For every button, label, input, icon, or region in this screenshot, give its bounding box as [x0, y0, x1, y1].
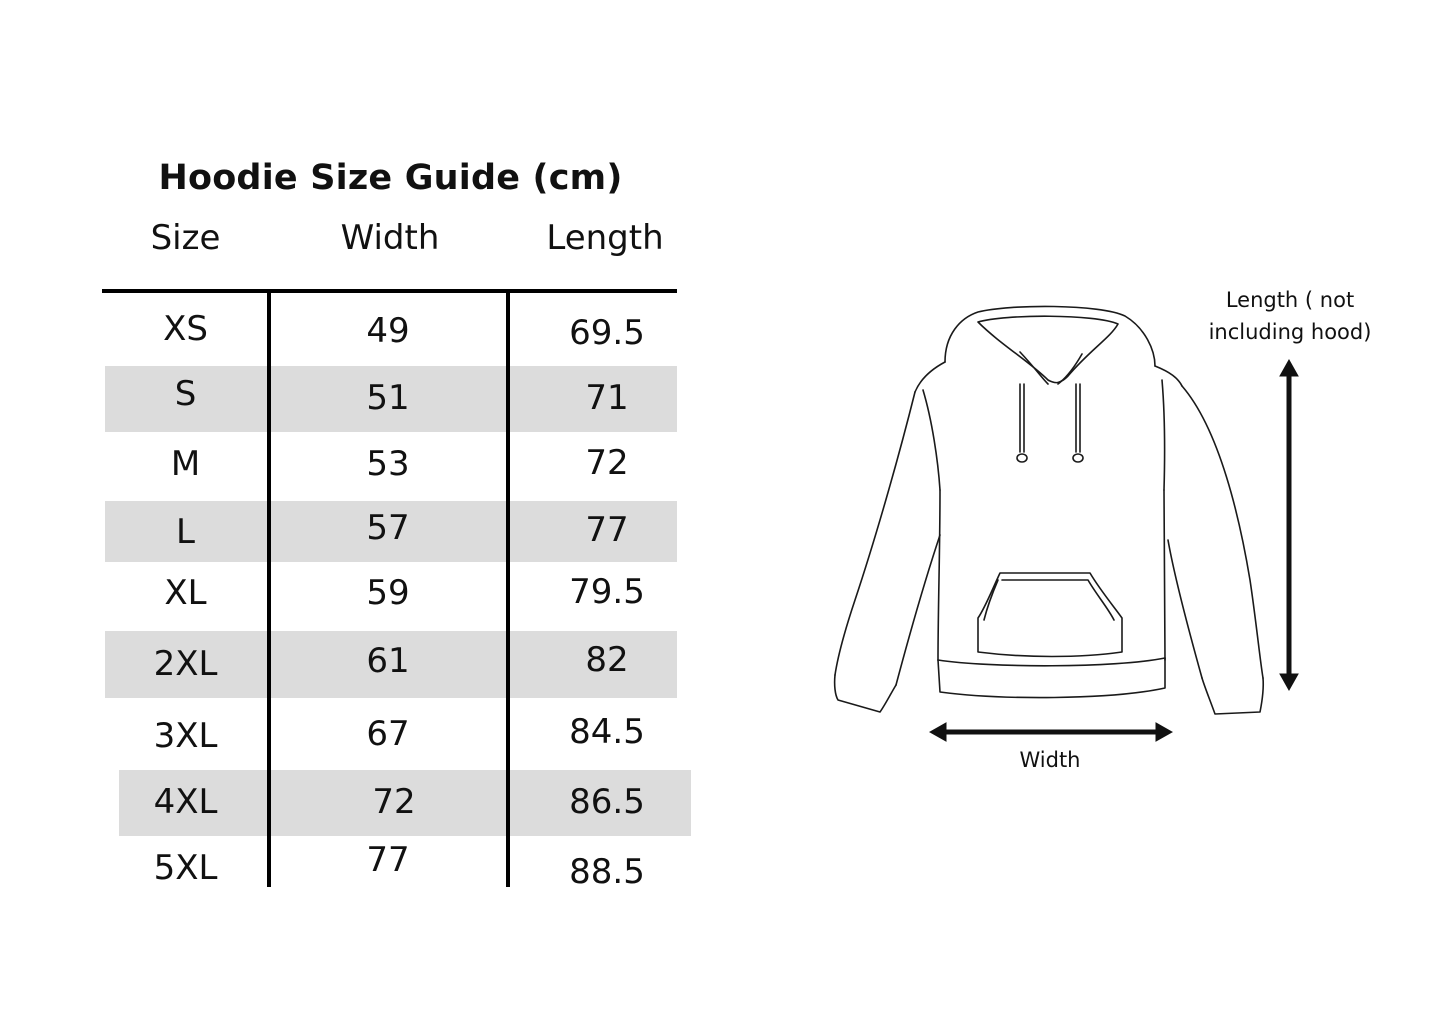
page-title: Hoodie Size Guide (cm)	[158, 158, 623, 198]
length-cell: 88.5	[569, 852, 645, 892]
length-cell: 77	[585, 510, 629, 550]
width-label: Width	[1019, 748, 1081, 772]
length-arrow	[1280, 360, 1298, 690]
right-sleeve	[1182, 386, 1263, 678]
length-cell: 72	[585, 443, 629, 483]
drawstring-tip-left	[1017, 454, 1027, 462]
kangaroo-pocket	[978, 573, 1122, 657]
width-cell: 72	[372, 782, 416, 822]
width-cell: 53	[366, 444, 410, 484]
width-cell: 59	[366, 573, 410, 613]
width-cell: 77	[366, 840, 410, 880]
size-cell: 5XL	[153, 848, 218, 888]
width-cell: 67	[366, 714, 410, 754]
drawstring-tip-right	[1073, 454, 1083, 462]
width-arrow	[930, 723, 1172, 741]
size-cell: L	[176, 512, 195, 552]
size-cell: XL	[164, 573, 207, 613]
length-cell: 79.5	[569, 572, 645, 612]
length-cell: 86.5	[569, 782, 645, 822]
size-cell: S	[174, 374, 197, 414]
width-cell: 49	[366, 311, 410, 351]
header-length: Length	[546, 218, 664, 258]
header-rule	[102, 289, 677, 293]
width-cell: 61	[366, 641, 410, 681]
size-cell: 3XL	[153, 716, 218, 756]
size-cell: 2XL	[153, 644, 218, 684]
left-sleeve	[835, 392, 915, 675]
hood-outline	[945, 306, 1155, 366]
size-cell: M	[170, 444, 201, 484]
header-width: Width	[340, 218, 440, 258]
header-size: Size	[150, 218, 221, 258]
size-cell: XS	[163, 309, 208, 349]
right-cuff	[1202, 678, 1263, 714]
length-cell: 84.5	[569, 712, 645, 752]
width-cell: 57	[366, 508, 410, 548]
length-cell: 69.5	[569, 313, 645, 353]
left-cuff	[835, 675, 896, 712]
length-cell: 71	[585, 378, 629, 418]
size-cell: 4XL	[153, 782, 218, 822]
hoodie-diagram	[820, 280, 1420, 800]
waistband-top	[938, 658, 1165, 666]
length-cell: 82	[585, 640, 629, 680]
body-right	[1164, 490, 1165, 660]
hood-inner	[978, 316, 1118, 382]
right-shoulder	[1155, 366, 1182, 386]
left-shoulder	[915, 362, 945, 392]
length-label: Length ( not including hood)	[1208, 288, 1372, 344]
body-left	[938, 490, 940, 660]
width-cell: 51	[366, 378, 410, 418]
